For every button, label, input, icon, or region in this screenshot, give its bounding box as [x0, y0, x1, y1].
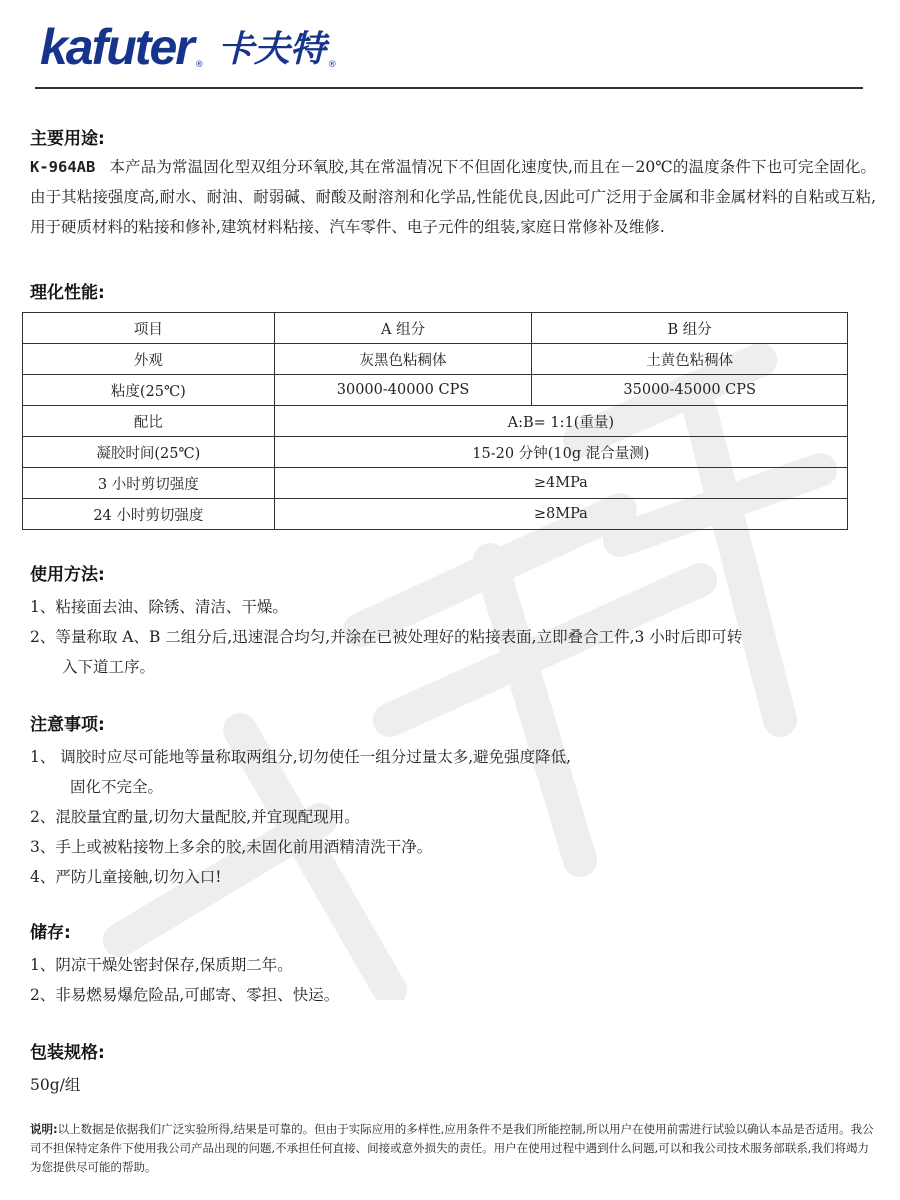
registered-mark: ® — [327, 60, 337, 70]
table-row — [23, 499, 848, 530]
method-heading: 使用方法: — [30, 565, 105, 585]
registered-mark: ® — [194, 60, 204, 70]
merged-value: 15-20 分钟(10g 混合量测) — [274, 437, 847, 468]
row-label: 24 小时剪切强度 — [23, 499, 275, 530]
storage-heading: 储存: — [30, 923, 71, 943]
list-item: 入下道工序。 — [62, 658, 156, 676]
table-header-cell: B 组分 — [532, 313, 848, 344]
list-item: 固化不完全。 — [70, 778, 164, 796]
component-b-value: 35000-45000 CPS — [532, 375, 848, 406]
list-item: 1、粘接面去油、除锈、清洁、干燥。 — [30, 598, 288, 616]
row-label: 3 小时剪切强度 — [23, 468, 275, 499]
usage-paragraph — [30, 152, 876, 242]
list-item: 1、阴凉干燥处密封保存,保质期二年。 — [30, 956, 293, 974]
storage-list — [30, 950, 876, 1010]
table-row — [23, 375, 848, 406]
list-item: 1、 调胶时应尽可能地等量称取两组分,切勿使任一组分过量太多,避免强度降低, — [30, 748, 572, 766]
usage-heading: 主要用途: — [30, 129, 105, 149]
notes-heading: 注意事项: — [30, 715, 105, 735]
table-row — [23, 437, 848, 468]
packaging-value: 50g/组 — [30, 1076, 81, 1094]
table-header-row — [23, 313, 848, 344]
component-b-value: 土黄色粘稠体 — [532, 344, 848, 375]
datasheet-content — [30, 120, 876, 1177]
row-label: 外观 — [23, 344, 275, 375]
disclaimer-label: 说明: — [30, 1122, 58, 1136]
method-list — [30, 592, 876, 682]
merged-value: ≥8MPa — [274, 499, 847, 530]
row-label: 凝胶时间(25℃) — [23, 437, 275, 468]
list-item: 3、手上或被粘接物上多余的胶,未固化前用酒精清洗干净。 — [30, 838, 433, 856]
row-label: 配比 — [23, 406, 275, 437]
table-header-cell: A 组分 — [274, 313, 532, 344]
row-label: 粘度(25℃) — [23, 375, 275, 406]
merged-value: ≥4MPa — [274, 468, 847, 499]
packaging-heading: 包装规格: — [30, 1043, 105, 1063]
usage-text: 本产品为常温固化型双组分环氧胶,其在常温情况下不但固化速度快,而且在－20℃的温度条件下也可完全固化。由于其粘接强度高,耐水、耐油、耐弱碱、耐酸及耐溶剂和化学品,性能优良,因此可广泛用于金属和非金属材料的自粘或互粘,用于硬质材料的粘接和修补,建筑材料粘接、汽车零件、电子元件的组装,家庭日常修补及维修. — [30, 158, 876, 236]
component-a-value: 30000-40000 CPS — [274, 375, 532, 406]
header-divider — [35, 87, 863, 89]
table-row — [23, 468, 848, 499]
properties-table — [22, 312, 848, 530]
notes-list — [30, 742, 876, 892]
list-item: 2、等量称取 A、B 二组分后,迅速混合均匀,并涂在已被处理好的粘接表面,立即叠合工件,3 小时后即可转 — [30, 628, 743, 646]
merged-value: A:B= 1:1(重量) — [274, 406, 847, 437]
brand-logo — [40, 12, 337, 75]
table-row — [23, 406, 848, 437]
brand-name-cn: 卡夫特 — [217, 29, 326, 70]
product-model: K-964AB — [30, 158, 96, 176]
table-header-cell: 项目 — [23, 313, 275, 344]
list-item: 2、非易燃易爆危险品,可邮寄、零担、快运。 — [30, 986, 340, 1004]
brand-name-en: kafuter — [40, 19, 193, 75]
properties-heading: 理化性能: — [30, 283, 105, 303]
table-row — [23, 344, 848, 375]
disclaimer — [30, 1120, 876, 1177]
list-item: 4、严防儿童接触,切勿入口! — [30, 868, 222, 886]
component-a-value: 灰黑色粘稠体 — [274, 344, 532, 375]
list-item: 2、混胶量宜酌量,切勿大量配胶,并宜现配现用。 — [30, 808, 360, 826]
disclaimer-text: 以上数据是依据我们广泛实验所得,结果是可靠的。但由于实际应用的多样性,应用条件不是我们所能控制,所以用户在使用前需进行试验以确认本品是否适用。我公司不担保特定条件下使用我公司产品出现的问题,不承担任何直接、间接或意外损失的责任。用户在使用过程中遇到什么问题,可以和我公司技术服务部联系,我们将竭力为您提供尽可能的帮助。 — [30, 1122, 874, 1174]
